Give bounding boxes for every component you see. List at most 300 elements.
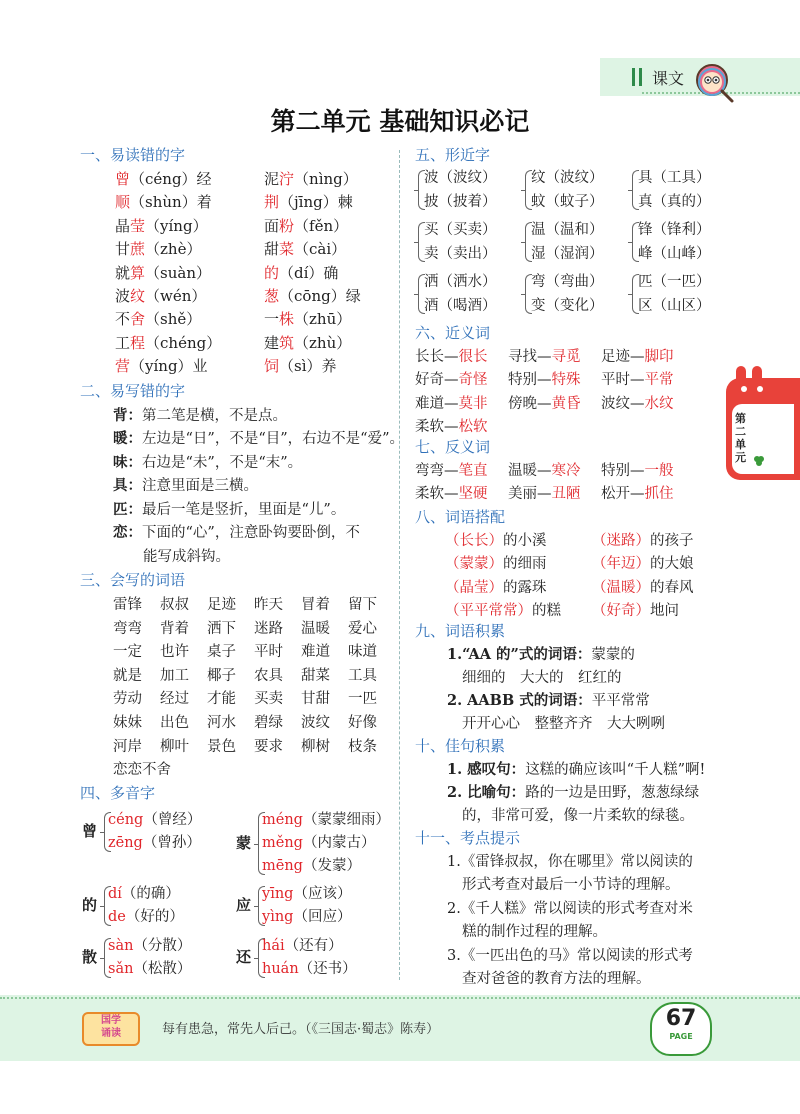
word-b: 黄昏 — [551, 395, 581, 412]
word-b: 平常 — [644, 372, 674, 389]
word-a: 特别— — [508, 372, 552, 389]
word-cell: 椰子 — [207, 667, 236, 684]
pinyin-text: （wén） — [145, 287, 207, 305]
note-key: 味： — [113, 453, 142, 471]
polyphone-reading — [108, 957, 191, 978]
section-heading: 三、会写的词语 — [80, 571, 186, 589]
char-pinyin-item — [264, 308, 351, 329]
word-accumulation-line: 开开心心 整整齐齐 大大咧咧 — [462, 716, 665, 732]
word-pair — [508, 345, 581, 366]
word-cell: 味道 — [348, 644, 377, 661]
word-a: 特别— — [601, 463, 645, 479]
example-word: （应该） — [293, 886, 352, 902]
char: 弯 — [531, 274, 546, 290]
pinyin-text: （shùn）着 — [130, 193, 212, 212]
page-label: PAGE — [669, 1032, 693, 1041]
word-cell: 洒下 — [207, 620, 236, 637]
char-pinyin-item — [115, 332, 221, 353]
word-cell: 出色 — [160, 715, 189, 731]
similar-char-item — [638, 270, 711, 291]
pinyin-text: （yíng）业 — [130, 357, 208, 376]
example-word: （曾孙） — [142, 835, 201, 851]
section-heading: 八、词语搭配 — [415, 508, 506, 526]
polyphone-reading — [108, 831, 201, 852]
example-word: （还书） — [298, 961, 357, 977]
word-pair — [415, 415, 488, 436]
example-word: （回应） — [293, 909, 352, 925]
exam-tip-line: 查对爸爸的教育方法的理解。 — [462, 971, 651, 987]
polyphone-reading — [262, 854, 361, 875]
footer-dotted-line — [0, 997, 800, 999]
exam-tip-line: 1.《雷锋叔叔，你在哪里》常以阅读的 — [447, 854, 693, 870]
polyphone-char: 的 — [82, 896, 98, 914]
similar-char-item — [531, 218, 604, 239]
plain-char: 甘 — [115, 240, 131, 259]
unit-tab-label: 第二单元 — [735, 412, 746, 464]
polyphone-char: 曾 — [82, 822, 98, 840]
char-pinyin-item — [115, 238, 201, 259]
word-b: 坚硬 — [458, 486, 488, 503]
similar-char-item — [424, 166, 497, 187]
word-cell: 难道 — [301, 644, 330, 661]
note-key: 背： — [113, 407, 142, 424]
collocation-item — [445, 552, 547, 573]
pinyin: céng — [108, 812, 144, 828]
plain-char: 一 — [264, 310, 280, 329]
word-pair — [601, 368, 674, 389]
plain-char: 就 — [115, 263, 131, 282]
word-cell: 弯弯 — [113, 620, 142, 637]
pinyin-text: （sì）养 — [279, 357, 337, 376]
char: 酒 — [424, 298, 439, 314]
word-b: 抓住 — [644, 486, 674, 503]
example-word: （松散） — [133, 961, 192, 977]
similar-char-item — [531, 242, 604, 263]
example-word: （披着） — [438, 194, 497, 210]
page-title: 第二单元 基础知识必记 — [270, 107, 530, 136]
similar-char-item — [531, 294, 604, 315]
word-b: 丑陋 — [551, 486, 581, 503]
word-a: 长长— — [415, 349, 459, 365]
note-text: 下面的“心”，注意卧钩要卧倒，不 — [142, 525, 360, 541]
word-a: 足迹— — [601, 349, 645, 365]
similar-char-item — [638, 218, 711, 239]
word-cell: 柳树 — [301, 738, 330, 755]
example-word: （波纹） — [438, 170, 497, 186]
word-cell: 昨天 — [254, 597, 283, 613]
exam-tip-line: 2.《千人糕》常以阅读的形式考查对米 — [447, 900, 693, 917]
word-cell: 就是 — [113, 667, 142, 684]
polyphone-reading — [262, 808, 390, 829]
word-a: 温暖— — [508, 463, 552, 479]
pinyin-text: （cài） — [294, 240, 347, 259]
pinyin-text: （fěn） — [294, 216, 349, 235]
collocation-phrase: 的细雨 — [503, 556, 547, 573]
word-cell: 叔叔 — [160, 597, 189, 613]
good-sentence-line: 2. 比喻句：路的一边是田野，葱葱绿绿 — [447, 784, 700, 801]
collocation-answer: （好奇） — [592, 603, 650, 620]
word-b: 水纹 — [644, 395, 674, 412]
word-cell: 波纹 — [301, 715, 330, 731]
word-a: 寻找— — [508, 349, 552, 365]
pinyin-text: （yíng） — [145, 216, 208, 235]
collocation-item — [592, 576, 694, 597]
word-cell: 一定 — [113, 644, 142, 661]
word-pair — [508, 459, 581, 480]
example-word: （喝酒） — [438, 298, 497, 314]
char: 锋 — [638, 222, 653, 238]
word-b: 一般 — [644, 463, 674, 479]
word-cell: 足迹 — [207, 597, 236, 613]
highlight-char: 葱 — [264, 287, 280, 305]
pinyin-text: （cōng）绿 — [279, 287, 361, 305]
word-cell: 妹妹 — [113, 715, 142, 731]
word-cell: 才能 — [207, 691, 236, 708]
word-cell: 河岸 — [113, 738, 142, 755]
collocation-answer: （年迈） — [592, 556, 650, 573]
similar-char-item — [531, 270, 604, 291]
word-b: 莫非 — [458, 395, 488, 412]
section-heading: 五、形近字 — [415, 146, 491, 164]
similar-char-item — [531, 190, 604, 211]
word-pair — [601, 482, 674, 503]
pinyin-text: （zhù） — [294, 333, 352, 352]
word-b: 寒冷 — [551, 463, 581, 479]
collocation-answer: （晶莹） — [445, 579, 503, 596]
pinyin-text: （céng）经 — [130, 170, 212, 188]
example-word: （弯曲） — [545, 274, 604, 290]
collocation-answer: （温暖） — [592, 579, 650, 596]
collocation-phrase: 的小溪 — [503, 533, 547, 549]
example-word: （洒水） — [438, 274, 497, 290]
word-a: 美丽— — [508, 486, 552, 503]
pinyin: de — [108, 909, 126, 925]
word-a: 弯弯— — [415, 463, 459, 479]
collocation-item — [445, 599, 561, 620]
highlight-char: 的 — [264, 263, 280, 282]
exam-tip-line: 3.《一匹出色的马》常以阅读的形式考 — [447, 947, 693, 964]
section-heading: 六、近义词 — [415, 324, 491, 342]
highlight-char: 蔗 — [130, 240, 146, 259]
highlight-char: 饲 — [264, 357, 280, 376]
miswrite-note — [113, 498, 345, 519]
section-heading: 十一、考点提示 — [415, 829, 521, 847]
collocation-phrase: 的露珠 — [503, 579, 547, 596]
mascot-magnifier-icon — [692, 60, 736, 104]
clover-icon — [752, 454, 766, 468]
collocation-item — [592, 529, 694, 550]
char: 湿 — [531, 246, 546, 262]
word-pair — [508, 368, 581, 389]
pinyin: yīng — [262, 886, 294, 902]
collocation-phrase: 地问 — [650, 603, 679, 620]
collocation-phrase: 的大娘 — [650, 556, 694, 573]
word-a: 难道— — [415, 395, 459, 412]
word-cell: 劳动 — [113, 691, 142, 708]
example-word: （蚊子） — [545, 194, 604, 210]
polyphone-reading — [108, 882, 180, 903]
collocation-answer: （迷路） — [592, 533, 650, 549]
word-b: 很长 — [458, 349, 488, 365]
plain-char: 工 — [115, 333, 131, 352]
pinyin-text: （chéng） — [145, 333, 222, 352]
char: 蚊 — [531, 194, 546, 210]
highlight-char: 纹 — [130, 287, 146, 305]
word-cell: 加工 — [160, 667, 189, 684]
similar-char-item — [531, 166, 604, 187]
section-heading: 七、反义词 — [415, 438, 491, 456]
miswrite-note — [113, 451, 302, 472]
word-cell: 工具 — [348, 667, 377, 684]
word-cell: 碧绿 — [254, 715, 283, 731]
char-pinyin-item — [264, 168, 358, 189]
collocation-answer: （长长） — [445, 533, 503, 549]
highlight-char: 程 — [130, 333, 146, 352]
example-word: （变化） — [545, 298, 604, 314]
collocation-item — [592, 552, 694, 573]
word-pair — [415, 368, 488, 389]
char: 洒 — [424, 274, 439, 290]
section-heading: 一、易读错的字 — [80, 146, 186, 164]
word-a: 傍晚— — [508, 395, 552, 412]
similar-char-item — [424, 294, 497, 315]
plain-char: 建 — [264, 333, 280, 352]
word-pair — [415, 482, 488, 503]
word-pair — [415, 345, 488, 366]
polyphone-reading — [108, 934, 191, 955]
footer-quote: 每有患急，常先人后己。（《三国志·蜀志》陈寿） — [162, 1022, 440, 1037]
char-pinyin-item — [264, 238, 346, 259]
pinyin: mēng — [262, 858, 303, 874]
collocation-answer: （蒙蒙） — [445, 556, 503, 573]
pinyin: yìng — [262, 909, 294, 925]
good-sentence-line: 的，非常可爱，像一片柔软的绿毯。 — [462, 808, 694, 824]
similar-char-item — [638, 294, 711, 315]
example-word: （内蒙古） — [302, 835, 376, 851]
example-word: （山区） — [652, 298, 711, 314]
char-pinyin-item — [115, 262, 211, 283]
polyphone-reading — [108, 905, 184, 926]
highlight-char: 算 — [130, 263, 146, 282]
word-cell: 迷路 — [254, 620, 283, 637]
pinyin: huán — [262, 961, 299, 977]
word-cell: 甘甜 — [301, 691, 330, 708]
collocation-item — [445, 529, 547, 550]
exam-tip-line: 糕的制作过程的理解。 — [462, 924, 607, 941]
pinyin-text: （nìng） — [294, 170, 358, 188]
char-pinyin-item — [264, 285, 361, 306]
similar-char-item — [424, 270, 497, 291]
section-heading: 九、词语积累 — [415, 622, 506, 640]
section-heading: 四、多音字 — [80, 784, 156, 802]
char: 卖 — [424, 246, 439, 262]
polyphone-reading — [262, 831, 375, 852]
highlight-char: 舍 — [130, 310, 146, 329]
word-cell: 平时 — [254, 644, 283, 661]
pinyin-text: （shě） — [145, 310, 202, 329]
char: 纹 — [531, 170, 546, 186]
example-word: （曾经） — [143, 812, 202, 828]
highlight-char: 营 — [115, 357, 131, 376]
similar-char-item — [424, 242, 497, 263]
plain-char: 波 — [115, 287, 131, 305]
word-cell: 爱心 — [348, 620, 377, 637]
word-accumulation-line: 1.“AA 的”式的词语：蒙蒙的 — [447, 646, 635, 663]
example-word: （还有） — [284, 938, 343, 954]
char-pinyin-item — [264, 191, 353, 212]
pinyin: hái — [262, 938, 285, 954]
char-pinyin-item — [115, 285, 206, 306]
note-text: 注意里面是三横。 — [142, 478, 258, 495]
word-b: 特殊 — [551, 372, 581, 389]
word-b: 寻觅 — [551, 349, 581, 365]
word-cell: 要求 — [254, 738, 283, 755]
polyphone-reading — [262, 882, 351, 903]
similar-char-item — [424, 190, 497, 211]
word-cell: 甜菜 — [301, 667, 330, 684]
word-pair — [601, 392, 674, 413]
word-pair — [601, 345, 674, 366]
polyphone-reading — [262, 905, 351, 926]
word-cell: 农具 — [254, 667, 283, 684]
word-cell: 背着 — [160, 620, 189, 637]
miswrite-note — [113, 474, 258, 495]
word-cell: 温暖 — [301, 620, 330, 637]
highlight-char: 株 — [279, 310, 295, 329]
word-cell: 一匹 — [348, 691, 377, 708]
word-cell: 买卖 — [254, 691, 283, 708]
word-pair — [508, 482, 581, 503]
note-continuation: 能写成斜钩。 — [143, 549, 230, 565]
polyphone-reading — [262, 934, 343, 955]
example-word: （买卖） — [438, 222, 497, 238]
collocation-phrase: 的孩子 — [650, 533, 694, 549]
word-cell: 枝条 — [348, 738, 377, 755]
char: 匹 — [638, 274, 653, 290]
char: 区 — [638, 298, 653, 314]
pinyin: měng — [262, 835, 303, 851]
pinyin-text: （suàn） — [145, 263, 211, 282]
example-word: （工具） — [652, 170, 711, 186]
word-cell: 桌子 — [207, 644, 236, 661]
word-cell: 景色 — [207, 738, 236, 755]
section-tab-label: 课文 — [652, 69, 685, 88]
example-word: （锋利） — [652, 222, 711, 238]
plain-char: 晶 — [115, 216, 131, 235]
word-cell: 好像 — [348, 715, 377, 731]
plain-char: 泥 — [264, 170, 280, 188]
char: 买 — [424, 222, 439, 238]
highlight-char: 粉 — [279, 216, 295, 235]
char: 具 — [638, 170, 653, 186]
example-word: （的确） — [121, 886, 180, 902]
word-a: 好奇— — [415, 372, 459, 389]
word-a: 平时— — [601, 372, 645, 389]
collocation-answer: （平平常常） — [445, 603, 532, 620]
word-pair — [415, 459, 488, 480]
word-a: 松开— — [601, 486, 645, 503]
example-word: （蒙蒙细雨） — [302, 812, 390, 828]
note-key: 具： — [113, 477, 142, 495]
miswrite-note — [113, 427, 404, 448]
collocation-item — [445, 576, 547, 597]
polyphone-reading — [108, 808, 201, 829]
miswrite-note — [113, 521, 360, 542]
char: 真 — [638, 194, 653, 210]
example-word: （温和） — [545, 222, 604, 238]
word-cell: 也许 — [160, 644, 189, 661]
char: 峰 — [638, 246, 653, 262]
char: 变 — [531, 298, 546, 314]
polyphone-reading — [262, 957, 357, 978]
word-cell: 河水 — [207, 715, 236, 731]
example-word: （一匹） — [652, 274, 711, 290]
note-key: 匹： — [113, 500, 142, 518]
note-text: 最后一笔是竖折，里面是“儿”。 — [142, 501, 346, 518]
similar-char-item — [424, 218, 497, 239]
word-b: 脚印 — [644, 349, 674, 365]
page-number: 67 — [665, 1006, 697, 1031]
polyphone-char: 应 — [236, 896, 252, 914]
word-pair — [601, 459, 674, 480]
note-key: 暖： — [113, 430, 142, 448]
word-cell: 雷锋 — [113, 597, 142, 613]
guoxue-badge — [82, 1012, 140, 1046]
char-pinyin-item — [264, 215, 348, 236]
polyphone-char: 散 — [82, 948, 98, 966]
polyphone-char: 还 — [236, 948, 252, 966]
note-key: 恋： — [113, 524, 142, 541]
similar-char-item — [638, 190, 711, 211]
char-pinyin-item — [264, 355, 337, 376]
example-word: （湿润） — [545, 246, 604, 262]
word-pair — [415, 392, 488, 413]
char-pinyin-item — [115, 215, 208, 236]
char: 波 — [424, 170, 439, 186]
highlight-char: 泞 — [279, 170, 295, 188]
char-pinyin-item — [115, 308, 201, 329]
note-text: 右边是“未”，不是“末”。 — [142, 454, 303, 471]
section-heading: 十、佳句积累 — [415, 737, 506, 755]
word-b: 奇怪 — [458, 372, 488, 389]
good-sentence-line: 1. 感叹句：这糕的确应该叫“千人糕”啊! — [447, 761, 706, 778]
example-word: （分散） — [133, 938, 192, 954]
pinyin-text: （dí）确 — [279, 263, 339, 282]
miswrite-note — [113, 404, 287, 425]
char-pinyin-item — [115, 191, 212, 212]
unit-tab-eye — [757, 386, 763, 392]
pinyin-text: （jīng）棘 — [279, 193, 353, 212]
example-word: （波纹） — [545, 170, 604, 186]
plain-char: 面 — [264, 216, 280, 235]
char: 披 — [424, 194, 439, 210]
word-cell: 留下 — [348, 597, 377, 613]
word-b: 笔直 — [458, 463, 488, 479]
note-text: 第二笔是横，不是点。 — [142, 408, 287, 424]
word-pair — [508, 392, 581, 413]
pinyin-text: （zhè） — [145, 240, 202, 259]
example-word: （真的） — [652, 194, 711, 210]
char-pinyin-item — [115, 168, 212, 189]
similar-char-item — [638, 242, 711, 263]
collocation-phrase: 的糕 — [532, 603, 561, 620]
highlight-char: 顺 — [115, 193, 131, 212]
word-accumulation-line: 细细的 大大的 红红的 — [462, 670, 622, 686]
tab-marker — [639, 68, 642, 86]
note-text: 左边是“日”，不是“目”，右边不是“爱”。 — [142, 431, 404, 448]
example-word: （发蒙） — [302, 858, 361, 874]
char-pinyin-item — [115, 355, 208, 376]
